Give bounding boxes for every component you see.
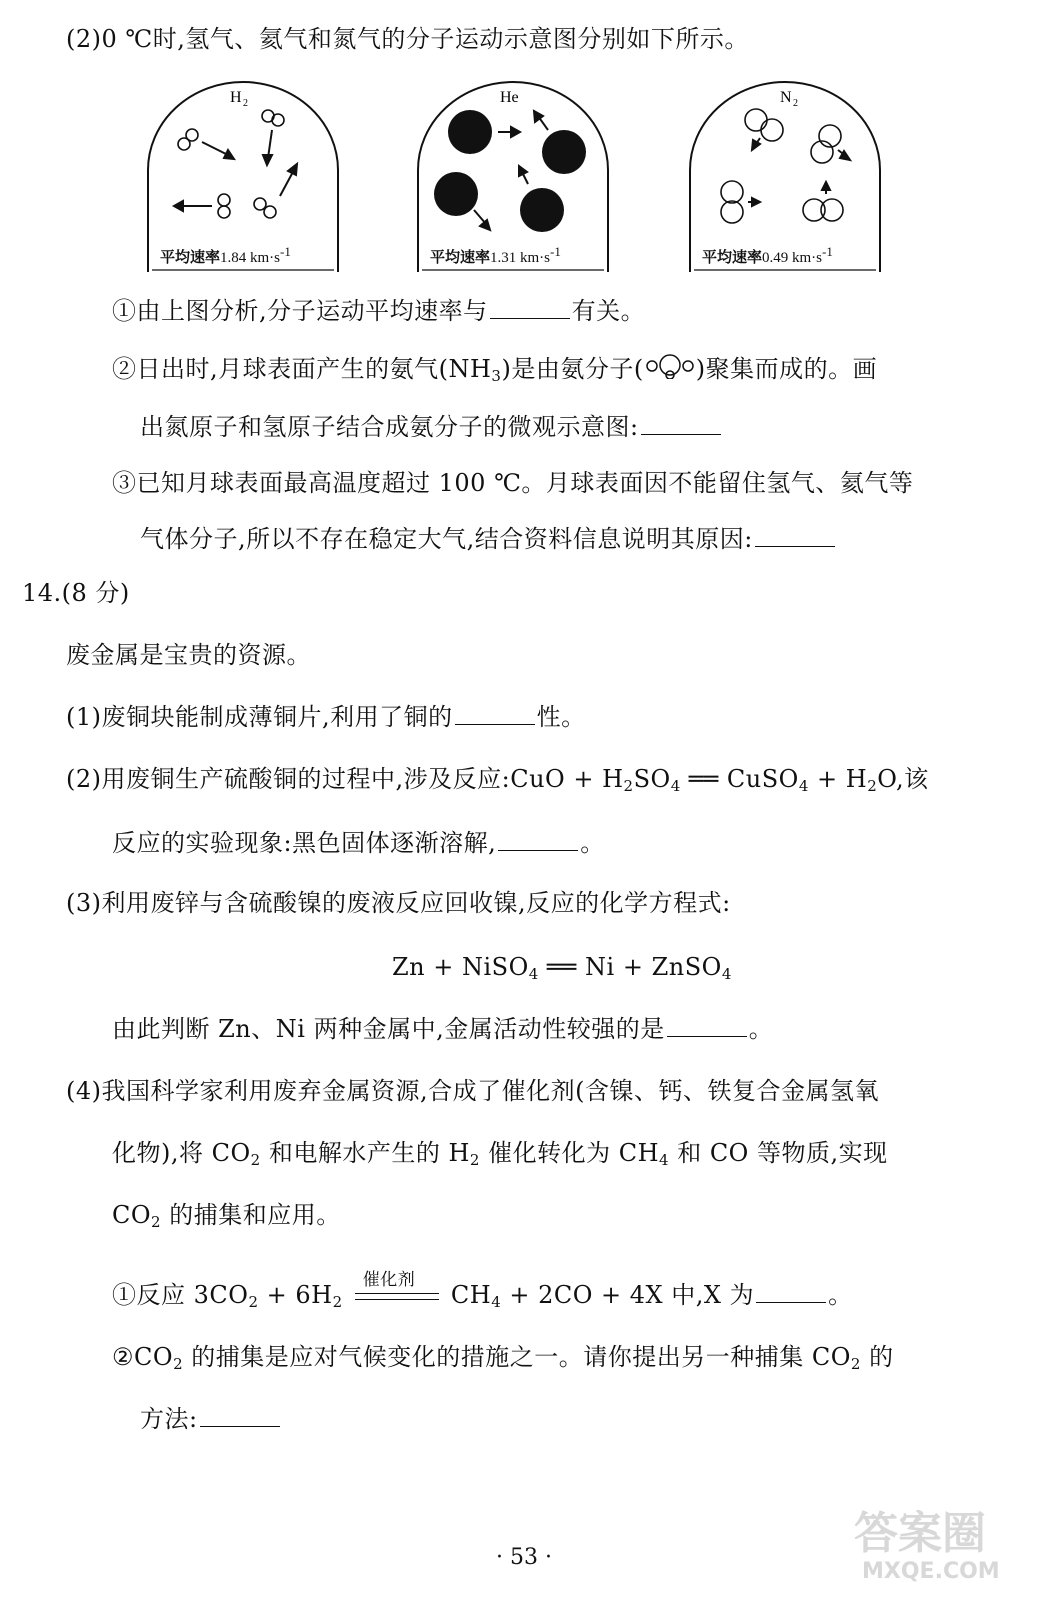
svg-text:答案圈: 答案圈 <box>854 1508 986 1559</box>
q14-part2-line2: 反应的实验现象:黑色固体逐渐溶解, 。 <box>112 826 605 860</box>
q14-part2-line1: (2)用废铜生产硫酸铜的过程中,涉及反应:CuO + $H_2SO_4$ ══ CuSO$_4$ + $H_2O$,该 <box>66 765 929 795</box>
watermark-logo <box>848 1496 1018 1590</box>
q14-part1: (1)废铜块能制成薄铜片,利用了铜的 性。 <box>66 700 586 734</box>
q14-part4-r2-line1: $②CO_2$ 的捕集是应对气候变化的措施之一。请你提出另一种捕集 $CO_2$ 的 <box>112 1343 894 1373</box>
ammonia-molecule-icon <box>644 353 696 388</box>
answer-blank[interactable] <box>641 410 721 435</box>
q14-part3-line1: (3)利用废锌与含硫酸镍的废液反应回收镍,反应的化学方程式: <box>66 889 731 917</box>
answer-blank[interactable] <box>756 1278 826 1303</box>
q13-sub1: ①由上图分析,分子运动平均速率与 有关。 <box>112 294 645 328</box>
q14-part4-line1: (4)我国科学家利用废弃金属资源,合成了催化剂(含镍、钙、铁复合金属氢氧 <box>66 1077 879 1105</box>
svg-text:MXQE.COM: MXQE.COM <box>862 1559 1000 1584</box>
speed-label: 平均速率1.84 $km\cdot s^{-1}$ <box>160 244 291 266</box>
q13-sub3-line1: ③已知月球表面最高温度超过 100 ℃。月球表面因不能留住氢气、氦气等 <box>112 469 914 497</box>
q14-part3-equation: Zn + NiSO$_4$ ══ Ni + ZnSO$_4$ <box>392 953 732 983</box>
catalyst-arrow: 催化剂 <box>351 1285 443 1309</box>
svg-text:2: 2 <box>243 98 248 109</box>
diagram-label: H <box>230 89 242 106</box>
q14-intro: 废金属是宝贵的资源。 <box>66 641 311 669</box>
q13-sub2-line1: ②日出时,月球表面产生的氨气$(NH_3)$是由氨分子( )聚集而成的。画 <box>112 352 877 388</box>
q14-part4-r2-line2: 方法: <box>140 1402 282 1436</box>
q13-part2-intro: (2)0 ℃时,氢气、氦气和氮气的分子运动示意图分别如下所示。 <box>66 25 749 53</box>
answer-blank[interactable] <box>755 522 835 547</box>
q14-part3-line3: 由此判断 Zn、Ni 两种金属中,金属活动性较强的是 。 <box>112 1012 773 1046</box>
svg-text:N: N <box>780 89 792 106</box>
diagram-n2 <box>688 80 882 276</box>
q14-part4-reaction: ①反应 $3CO_2 + 6H_2$ 催化剂 $CH_4 + 2CO + 4X$ 中,X 为 。 <box>112 1269 853 1311</box>
answer-blank[interactable] <box>200 1402 280 1427</box>
answer-blank[interactable] <box>455 700 535 725</box>
answer-blank[interactable] <box>667 1012 747 1037</box>
q14-header: 14.(8 分) <box>22 579 130 607</box>
q14-part4-line3: $CO_2$ 的捕集和应用。 <box>112 1201 341 1231</box>
q14-part4-line2: 化物),将 $CO_2$ 和电解水产生的 $H_2$ 催化转化为 $CH_4$ 和 CO 等物质,实现 <box>112 1139 888 1169</box>
q13-sub2-line2: 出氮原子和氢原子结合成氨分子的微观示意图: <box>140 410 723 444</box>
q13-sub3-line2: 气体分子,所以不存在稳定大气,结合资料信息说明其原因: <box>140 522 837 556</box>
answer-blank[interactable] <box>498 826 578 851</box>
diagram-he <box>416 80 610 276</box>
speed-label: 平均速率1.31 $km\cdot s^{-1}$ <box>430 244 561 266</box>
diagram-h2 <box>146 80 340 276</box>
svg-text:He: He <box>500 89 519 106</box>
svg-text:2: 2 <box>793 98 798 109</box>
answer-blank[interactable] <box>490 294 570 319</box>
speed-label: 平均速率0.49 $km\cdot s^{-1}$ <box>702 244 833 266</box>
page-number: · 53 · <box>496 1545 552 1570</box>
